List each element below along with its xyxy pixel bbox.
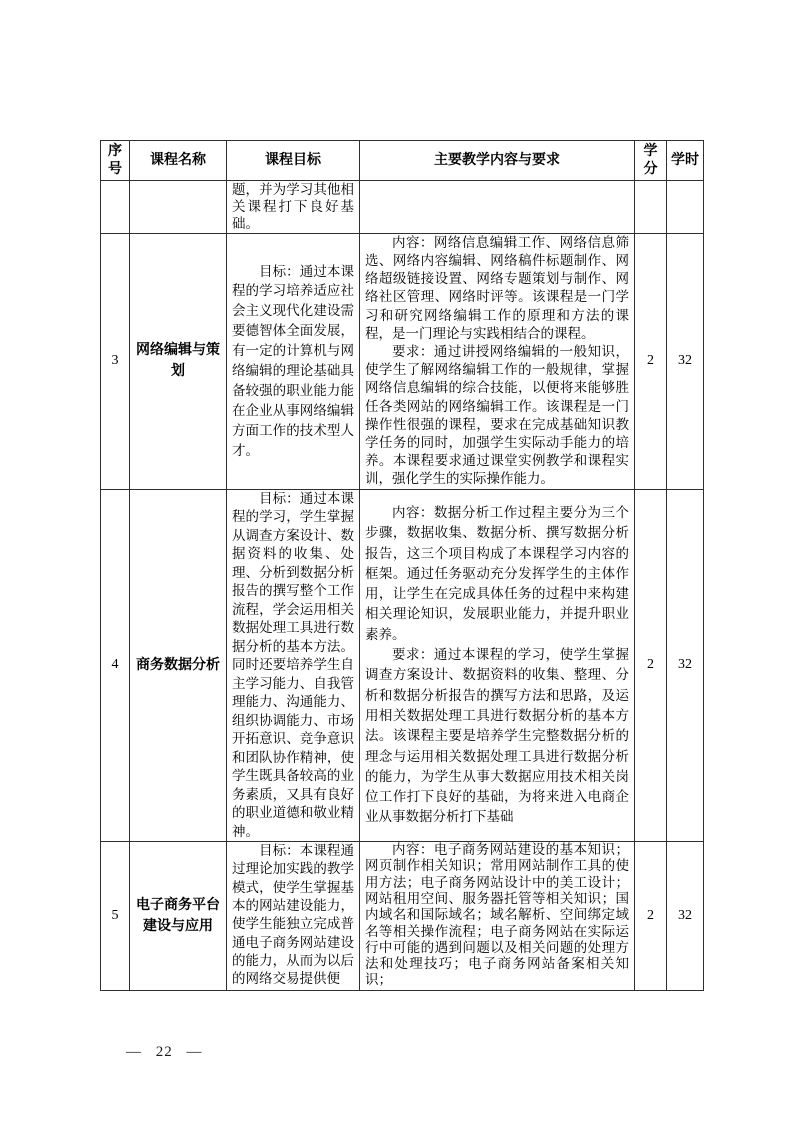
table-header-row	[101, 141, 704, 181]
table-row-course-4	[101, 489, 704, 842]
content-paragraph: 内容：数据分析工作过程主要分为三个步骤，数据收集、数据分析、撰写数据分析报告，这三个项目构成了本课程学习内容的框架。通过任务驱动充分发挥学生的主体作用，让学生在完成具体任务的过程中来构建相关理论知识，发展职业能力，并提升职业素养。	[365, 504, 629, 642]
course-content-cell	[360, 842, 635, 991]
hours-cell: 32	[667, 233, 704, 489]
course-content-cell	[360, 233, 635, 489]
goal-text: 目标：通过本课程的学习培养适应社会主义现代化建设需要德智体全面发展，有一定的计算机与网络编辑的理论基础具备较强的职业能力能在企业从事网络编辑方面工作的技术型人才。	[232, 263, 354, 458]
table-row-course-5	[101, 842, 704, 991]
hours-cell: 32	[667, 489, 704, 842]
requirement-paragraph: 要求：通过本课程的学习，使学生掌握调查方案设计、数据资料的收集、整理、分析和数据分析报告的撰写方法和思路，及运用相关数据处理工具进行数据分析的基本方法。该课程主要是培养学生完整数据分析的理念与运用相关数据处理工具进行数据分析的能力，为学生从事大数据应用技术相关岗位工作打下良好的基础，为将来进入电商企业从事数据分析打下基础	[365, 647, 629, 825]
course-name-cell	[130, 181, 227, 234]
course-goal-cell	[227, 842, 360, 991]
seq-cell: 5	[101, 842, 130, 991]
goal-text: 目标：通过本课程的学习，学生掌握从调查方案设计、数据资料的收集、处理、分析到数据分析报告的撰写整个工作流程，学会运用相关数据处理工具进行数据分析的基本方法。同时还要培养学生自主学习能力、自我管理能力、沟通能力、组织协调能力、市场开拓意识、竞争意识和团队协作精神，使学生既具备较高的业务素质，又具有良好的职业道德和敬业精神。	[232, 490, 354, 839]
hours-cell	[667, 181, 704, 234]
course-name-cell: 电子商务平台建设与应用	[130, 842, 227, 991]
credits-cell	[635, 181, 667, 234]
seq-cell: 3	[101, 233, 130, 489]
credits-cell: 2	[635, 233, 667, 489]
header-credits: 学分	[635, 141, 667, 181]
credits-cell: 2	[635, 489, 667, 842]
course-content-cell	[360, 181, 635, 234]
requirement-paragraph: 要求：通过讲授网络编辑的一般知识，使学生了解网络编辑工作的一般规律，掌握网络信息编辑的综合技能，以便将来能够胜任各类网站的网络编辑工作。该课程是一门操作性很强的课程，要求在完成基础知识教学任务的同时，加强学生实际动手能力的培养。本课程要求通过课堂实例教学和课程实训，强化学生的实际操作能力。	[365, 343, 629, 487]
table-row-continuation	[101, 181, 704, 234]
content-paragraph: 内容：网络信息编辑工作、网络信息筛选、网络内容编辑、网络稿件标题制作、网络超级链接设置、网络专题策划与制作、网络社区管理、网络时评等。该课程是一门学习和研究网络编辑工作的原理和方法的课程，是一门理论与实践相结合的课程。	[365, 234, 629, 341]
course-content-cell	[360, 489, 635, 842]
header-course-name: 课程名称	[130, 141, 227, 181]
seq-cell: 4	[101, 489, 130, 842]
course-goal-cell	[227, 181, 360, 234]
header-hours: 学时	[667, 141, 704, 181]
table-row-course-3	[101, 233, 704, 489]
course-goal-cell	[227, 233, 360, 489]
page-number: — 22 —	[126, 1044, 203, 1060]
header-course-goal: 课程目标	[227, 141, 360, 181]
content-paragraph: 内容：电子商务网站建设的基本知识；网页制作相关知识；常用网站制作工具的使用方法；电子商务网站设计中的美工设计；网站租用空间、服务器托管等相关知识；国内域名和国际域名；域名解析、空间绑定域名等相关操作流程；电子商务网站在实际运行中可能的遇到问题以及相关问题的处理方法和处理技巧；电子商务网站备案相关知识；	[365, 842, 629, 988]
goal-text: 题，并为学习其他相关课程打下良好基础。	[232, 182, 354, 232]
header-main-content: 主要教学内容与要求	[360, 141, 635, 181]
course-goal-cell	[227, 489, 360, 842]
course-table	[100, 140, 704, 991]
course-name-cell: 网络编辑与策划	[130, 233, 227, 489]
seq-cell	[101, 181, 130, 234]
course-name-cell: 商务数据分析	[130, 489, 227, 842]
credits-cell: 2	[635, 842, 667, 991]
goal-text: 目标：本课程通过理论加实践的教学模式，使学生掌握基本的网站建设能力，使学生能独立完成普通电子商务网站建设的能力，从而为以后的网络交易提供便	[232, 843, 354, 987]
hours-cell: 32	[667, 842, 704, 991]
header-seq: 序号	[101, 141, 130, 181]
